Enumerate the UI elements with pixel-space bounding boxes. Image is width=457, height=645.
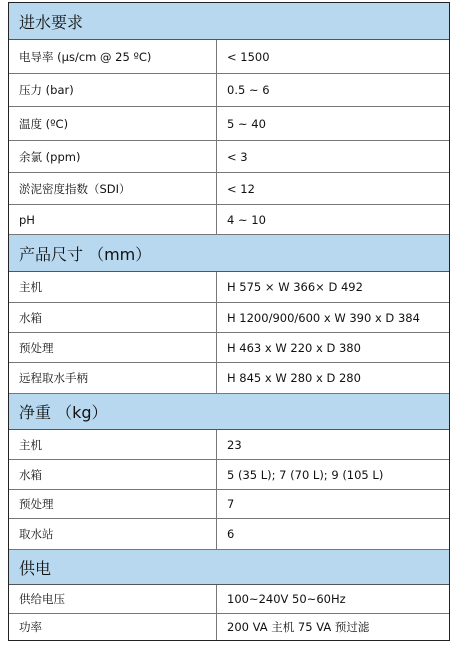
row-value: < 12: [227, 181, 255, 196]
section-title: 产品尺寸 （mm）: [19, 244, 152, 264]
table-row: [9, 107, 449, 141]
row-label: 淤泥密度指数（SDI）: [9, 173, 217, 204]
row-label: 水箱: [9, 303, 217, 332]
table-row: [9, 173, 449, 205]
row-value: 7: [227, 497, 235, 511]
row-label: 温度 (ºC): [9, 107, 217, 140]
section-title: 供电: [19, 558, 52, 578]
row-value: H 1200/900/600 x W 390 x D 384: [227, 310, 420, 325]
table-row: [9, 363, 449, 394]
table-row: [9, 205, 449, 235]
row-value: 4 ~ 10: [227, 212, 266, 227]
table-row: [9, 333, 449, 363]
row-value: 100~240V 50~60Hz: [227, 592, 346, 606]
row-label: 余氯 (ppm): [9, 141, 217, 172]
row-value: 200 VA 主机 75 VA 预过滤: [227, 620, 370, 634]
table-row: [9, 272, 449, 303]
table-row: [9, 614, 449, 640]
row-value: H 575 × W 366× D 492: [227, 280, 363, 294]
row-value: 6: [227, 527, 235, 541]
table-row: [9, 74, 449, 107]
table-row: [9, 40, 449, 74]
row-label: 压力 (bar): [9, 74, 217, 106]
table-row: [9, 519, 449, 550]
row-label: 预处理: [9, 333, 217, 362]
row-value: H 463 x W 220 x D 380: [227, 340, 361, 355]
table-row: [9, 460, 449, 490]
row-label: 远程取水手柄: [9, 363, 217, 393]
row-label: 主机: [9, 430, 217, 459]
section-title: 进水要求: [19, 12, 84, 32]
row-value: H 845 x W 280 x D 280: [227, 371, 361, 385]
row-label: 电导率 (μs/cm @ 25 ºC): [9, 40, 217, 73]
table-row: [9, 490, 449, 519]
row-value: 5 ~ 40: [227, 116, 266, 131]
section-header-net-weight: [9, 394, 449, 430]
row-label: pH: [9, 205, 217, 234]
row-label: 预处理: [9, 490, 217, 518]
row-label: 供给电压: [9, 585, 217, 613]
row-label: 功率: [9, 614, 217, 640]
table-row: [9, 141, 449, 173]
spec-table: [8, 2, 450, 641]
row-value: 0.5 ~ 6: [227, 83, 270, 97]
table-row: [9, 303, 449, 333]
section-header-water-requirements: [9, 3, 449, 40]
row-label: 取水站: [9, 519, 217, 549]
row-value: 23: [227, 437, 242, 452]
row-label: 水箱: [9, 460, 217, 489]
row-label: 主机: [9, 272, 217, 302]
section-title: 净重 （kg）: [19, 403, 108, 422]
section-header-dimensions: [9, 235, 449, 272]
row-value: < 1500: [227, 49, 270, 64]
section-header-power-supply: [9, 550, 449, 585]
table-row: [9, 430, 449, 460]
row-value: 5 (35 L); 7 (70 L); 9 (105 L): [227, 467, 384, 482]
table-row: [9, 585, 449, 614]
row-value: < 3: [227, 149, 248, 164]
